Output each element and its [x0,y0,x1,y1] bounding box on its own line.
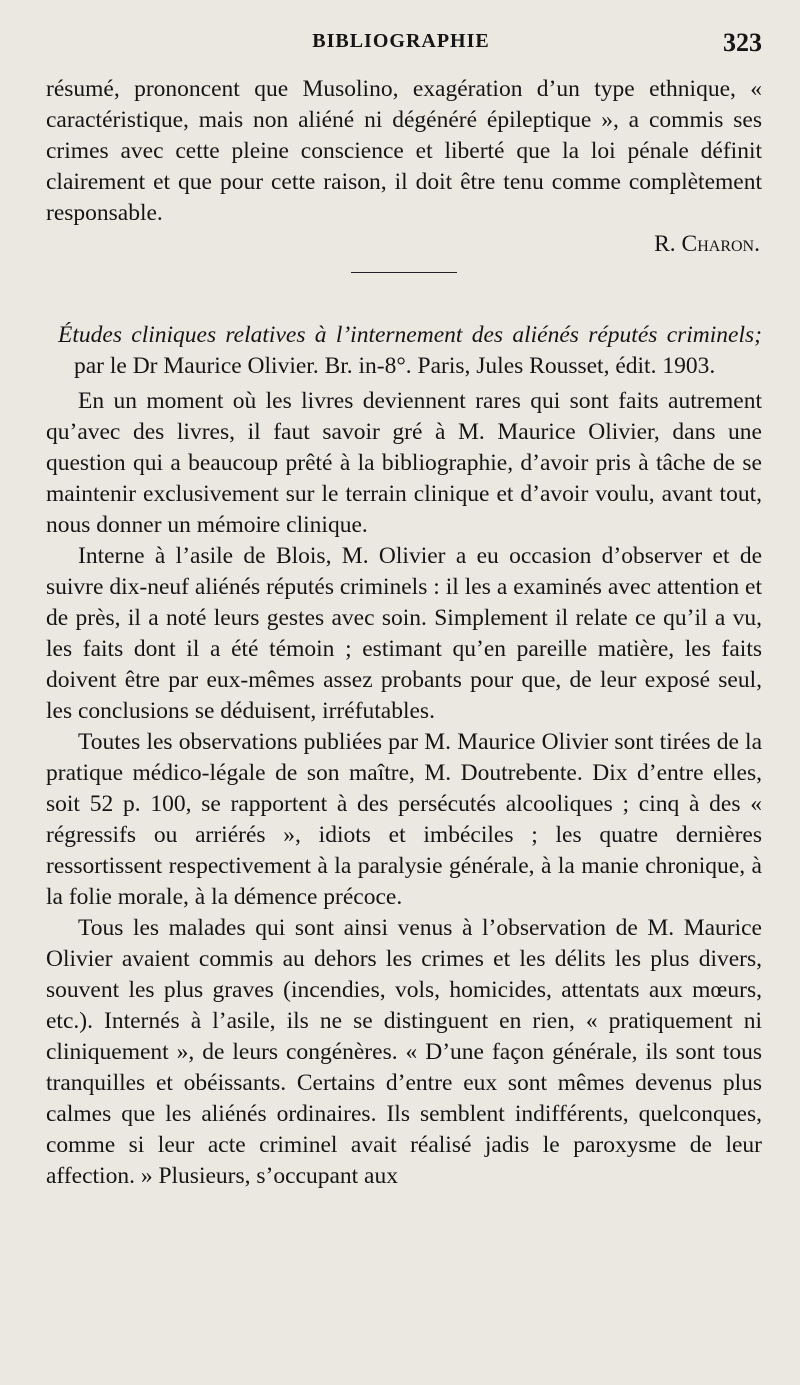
running-head [40,30,762,62]
work-citation: par le Dr Maurice Olivier. Br. in-8°. Paris, Jules Rousset, édit. 1903. [74,353,716,379]
page-number: 323 [723,28,762,57]
body-paragraph: Tous les malades qui sont ainsi venus à l’observation de M. Maurice Olivier avaient commis au dehors les crimes et les délits les plus divers, souvent les plus graves (incendies, vols, homicides, attentats aux mœurs, etc.). Internés à l’asile, ils ne se distinguent en rien, « pratiquement ni cliniquement », de leurs congénères. « D’une façon générale, ils sont tous tranquilles et obéissants. Certains d’entre eux sont mêmes devenus plus calmes que les aliénés ordinaires. Ils semblent indifférents, quelconques, comme si leur acte criminel avait réalisé jadis le paroxysme de leur affection. » Plusieurs, s’occupant aux [46,915,762,1189]
review-paragraph: résumé, prononcent que Musolino, exagération d’un type ethnique, « caractéristique, mais non aliéné ni dégénéré épileptique », a commis ses crimes avec cette pleine conscience et liberté que la loi pénale définit clairement et que pour cette raison, il doit être tenu comme complètement responsable. [46,76,762,226]
body-paragraph: Toutes les observations publiées par M. Maurice Olivier sont tirées de la pratique médico-légale de son maître, M. Doutrebente. Dix d’entre elles, soit 52 p. 100, se rapportent à des persécutés alcooliques ; cinq à des « régressifs ou arriérés », idiots et imbéciles ; les quatre dernières ressortissent respectivement à la paralysie générale, à la manie chronique, à la folie morale, à la démence précoce. [46,729,762,910]
body-paragraph: Interne à l’asile de Blois, M. Olivier a eu occasion d’observer et de suivre dix-neuf aliénés réputés criminels : il les a examinés avec attention et de près, il a noté leurs gestes avec soin. Simplement il relate ce qu’il a vu, les faits dont il a été témoin ; estimant qu’en pareille matière, les faits doivent être par eux-mêmes assez probants pour que, de leur exposé seul, les conclusions se déduisent, irréfutables. [46,543,762,724]
reviewer-signature: R. Charon. [654,231,760,257]
body-paragraph: En un moment où les livres deviennent rares qui sont faits autrement qu’avec des livres, il faut savoir gré à M. Maurice Olivier, dans une question qui a beaucoup prêté à la bibliographie, d’avoir pris à tâche de se maintenir exclusivement sur le terrain clinique et d’avoir voulu, avant tout, nous donner un mémoire clinique. [46,388,762,538]
work-heading [46,320,762,382]
review-section [46,320,762,1192]
work-title: Études cliniques relatives à l’internement des aliénés réputés criminels; [58,322,762,348]
review-ending [46,74,762,297]
section-separator [351,272,457,273]
running-title: BIBLIOGRAPHIE [312,30,490,52]
